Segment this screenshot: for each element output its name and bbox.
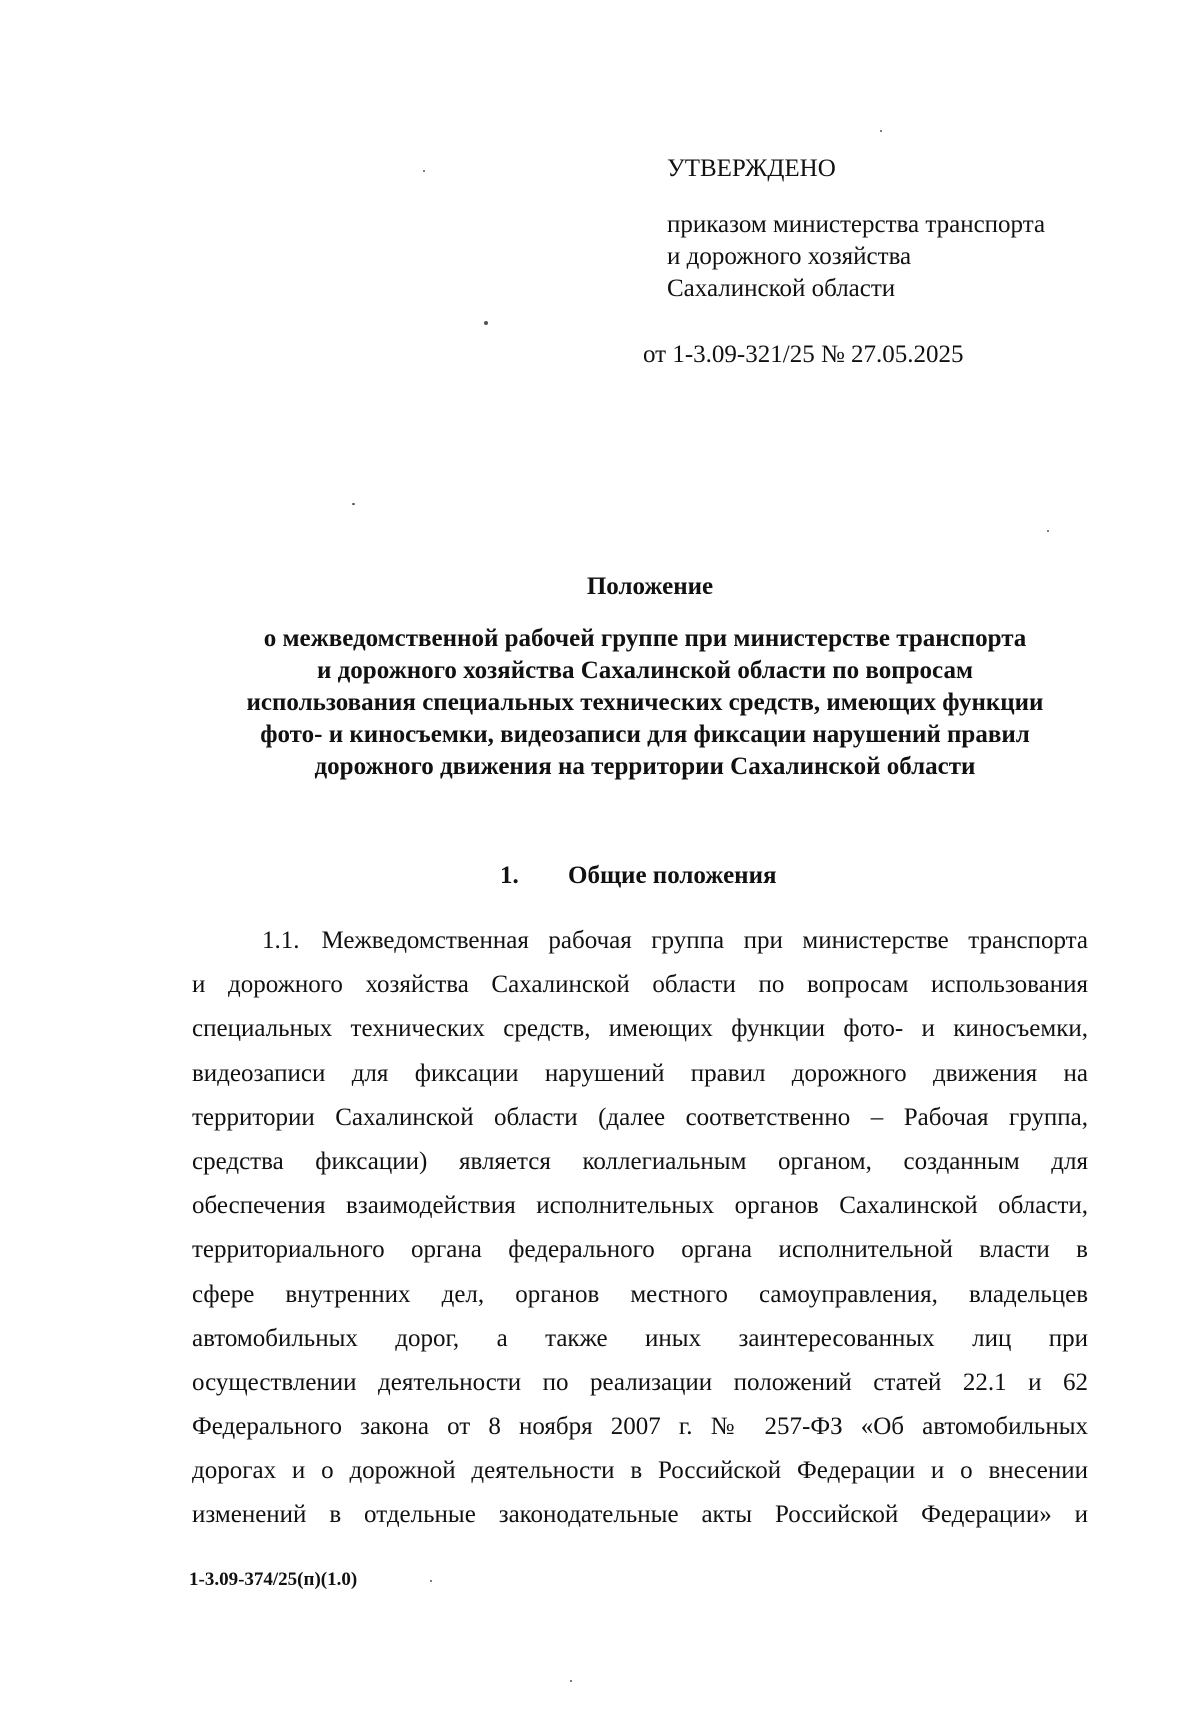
subtitle-line: о межведомственной рабочей группе при министерстве транспорта xyxy=(263,625,1027,652)
paragraph-line: специальных технических средств, имеющих функции фото- и киносъемки, xyxy=(192,1015,1088,1043)
paragraph-line: и дорожного хозяйства Сахалинской области по вопросам использования xyxy=(192,971,1088,999)
subtitle-line: дорожного движения на территории Сахалинской области xyxy=(314,753,976,780)
paragraph-line: видеозаписи для фиксации нарушений правил дорожного движения на xyxy=(192,1059,1088,1087)
paragraph-line: дорогах и о дорожной деятельности в Российской Федерации и о внесении xyxy=(192,1457,1088,1485)
approval-block xyxy=(667,153,1147,305)
paragraph-number: 1.1. xyxy=(262,927,300,954)
scan-speck xyxy=(880,130,882,132)
paragraph-line: сфере внутренних дел, органов местного самоуправления, владельцев xyxy=(192,1280,1088,1308)
scan-speck xyxy=(352,503,355,505)
approval-order-text xyxy=(667,209,1147,305)
subtitle-line: и дорожного хозяйства Сахалинской области по вопросам xyxy=(316,657,973,684)
section-title: Общие положения xyxy=(568,862,777,889)
document-title: Положение xyxy=(586,573,714,600)
paragraph-1-1 xyxy=(192,925,1088,1544)
scan-speck xyxy=(570,1680,572,1682)
approval-order-line: Сахалинской области xyxy=(667,275,896,302)
order-number: от 1-3.09-321/25 № 27.05.2025 xyxy=(643,341,964,368)
paragraph-line: территориального органа федерального органа исполнительной власти в xyxy=(192,1236,1088,1264)
approval-stamp-text: УТВЕРЖДЕНО xyxy=(667,155,836,182)
approval-order-line: приказом министерства транспорта xyxy=(667,211,1046,238)
subtitle-line: использования специальных технических средств, имеющих функции xyxy=(246,689,1044,716)
paragraph-line: автомобильных дорог, а также иных заинтересованных лиц при xyxy=(192,1324,1088,1352)
paragraph-line: осуществлении деятельности по реализации положений статей 22.1 и 62 xyxy=(192,1368,1088,1396)
scan-speck xyxy=(1047,530,1049,532)
document-footer-code: 1-3.09-374/25(п)(1.0) xyxy=(189,1569,358,1590)
paragraph-line: обеспечения взаимодействия исполнительных органов Сахалинской области, xyxy=(192,1192,1088,1220)
scan-speck xyxy=(430,1580,432,1582)
paragraph-line: средства фиксации) является коллегиальным органом, созданным для xyxy=(192,1147,1088,1175)
approval-order-line: и дорожного хозяйства xyxy=(667,243,912,270)
subtitle-line: фото- и киносъемки, видеозаписи для фиксации нарушений правил xyxy=(260,721,1030,748)
paragraph-line: 1.1. Межведомственная рабочая группа при министерстве транспорта xyxy=(192,925,1088,969)
section-number: 1. xyxy=(500,862,519,889)
section-heading xyxy=(500,860,777,892)
scan-speck xyxy=(484,321,488,325)
scan-speck xyxy=(423,170,425,172)
paragraph-line: изменений в отдельные законодательные акты Российской Федерации» и xyxy=(192,1501,1088,1529)
paragraph-line: Федерального закона от 8 ноября 2007 г. № 257-ФЗ «Об автомобильных xyxy=(192,1413,1088,1441)
document-subtitle xyxy=(195,623,1095,783)
paragraph-line: территории Сахалинской области (далее соответственно – Рабочая группа, xyxy=(192,1103,1088,1131)
